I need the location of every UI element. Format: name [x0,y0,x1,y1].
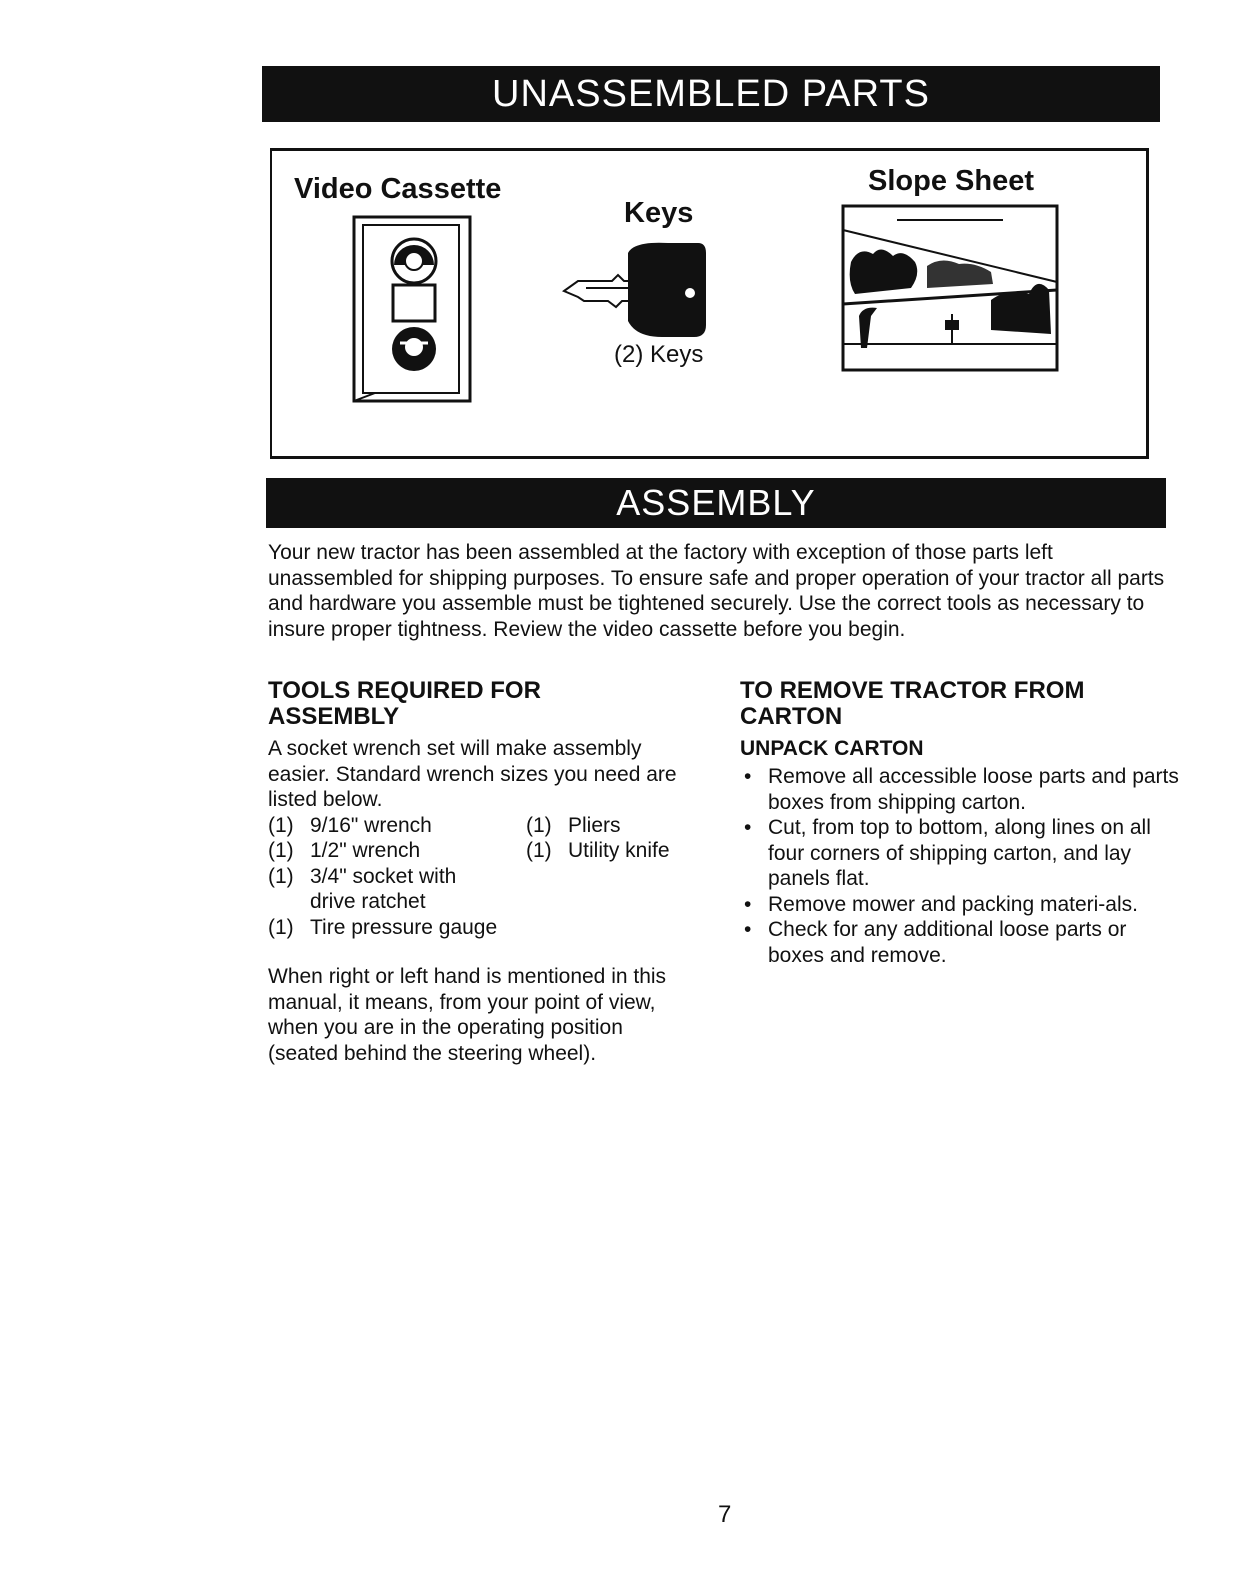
tool-qty: (1) [268,813,294,837]
tool-name: Tire pressure gauge [310,915,498,939]
tools-heading-line1: TOOLS REQUIRED FOR [268,677,541,704]
hand-note: When right or left hand is mentioned in this manual, it means, from your point of view, when you are in the operating position (seated behind the steering wheel). [268,965,667,1065]
tool-item-continuation: drive ratchet [310,890,426,913]
list-item: • Remove mower and packing materi-als. [740,892,1180,918]
tool-qty: (1) [526,839,552,862]
remove-heading-line1: TO REMOVE TRACTOR FROM [740,677,1085,704]
tool-name: 1/2" wrench [310,839,421,862]
tool-qty: (1) [268,864,294,888]
remove-section [740,678,1180,968]
slope-sheet-illustration [841,204,1061,374]
remove-heading-line2: CARTON [740,703,843,730]
unassembled-parts-box [270,148,1149,459]
unassembled-parts-banner: UNASSEMBLED PARTS [262,66,1160,122]
tool-qty: (1) [526,813,552,837]
tool-item [268,813,526,839]
assembly-banner: ASSEMBLY [266,478,1166,528]
assembly-intro: Your new tractor has been assembled at the factory with exception of those parts left unassembled for shipping purposes. To ensure safe and proper operation of your tractor all parts and hardware you assemble must be tightened securely. Use the correct tools as necessary to insure proper tightness. Review the video cassette before you begin. [268,541,1165,641]
tool-item [268,838,526,864]
tool-name: 3/4" socket with [310,864,457,888]
tool-name: Pliers [568,813,621,837]
tool-qty: (1) [268,915,294,939]
video-cassette-label: Video Cassette [294,173,502,205]
video-cassette-icon [350,215,474,405]
tools-list [268,813,708,890]
unpack-subheading: UNPACK CARTON [740,737,924,760]
tool-name: 9/16" wrench [310,813,432,837]
tools-text: A socket wrench set will make assembly easier. Standard wrench sizes you need are listed below. [268,737,677,811]
list-item: • Cut, from top to bottom, along lines on all four corners of shipping carton, and lay panels flat. [740,815,1180,892]
tool-item [268,864,526,890]
list-item: • Remove all accessible loose parts and parts boxes from shipping carton. [740,764,1180,815]
tool-item [526,813,708,839]
tool-item [526,838,708,864]
page-number: 7 [718,1501,732,1528]
tools-section [268,678,708,1066]
tool-name: Utility knife [568,839,670,862]
key-icon [562,241,712,341]
keys-label: Keys [624,197,694,229]
list-item: • Check for any additional loose parts or boxes and remove. [740,917,1180,968]
tool-item [268,915,708,941]
tool-qty: (1) [268,839,294,862]
tool-item-empty [526,864,708,890]
unpack-list [740,764,1180,968]
slope-sheet-label: Slope Sheet [868,165,1034,197]
tools-heading-line2: ASSEMBLY [268,703,400,730]
keys-caption: (2) Keys [614,341,704,368]
assembly-text [268,540,1179,1065]
